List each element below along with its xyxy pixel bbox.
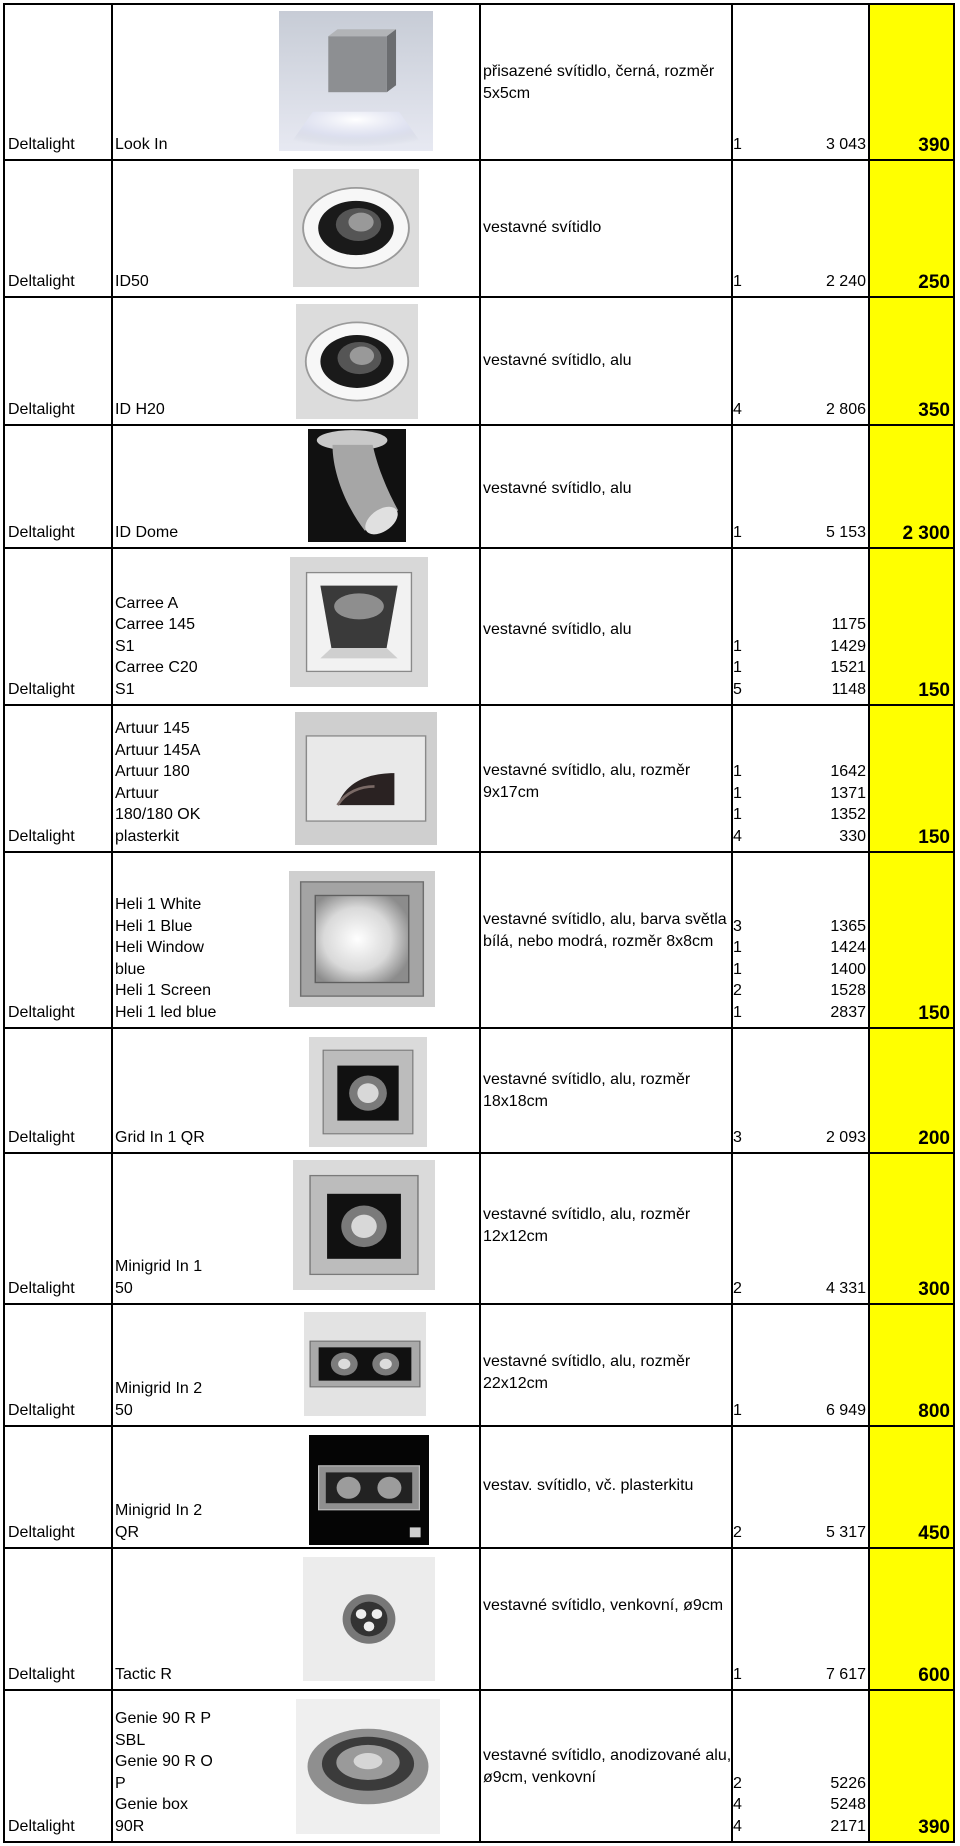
model-line: Genie 90 R O [115,1753,213,1770]
price-value: 5 317 [825,1523,866,1541]
description-cell: vestavné svítidlo, alu, rozměr 9x17cm [483,762,691,801]
model-line: Minigrid In 2 [115,1502,203,1519]
price-value: 5 153 [825,523,866,541]
model-cell [115,718,235,847]
price-cell [776,271,866,293]
quantity-value: 1 [733,272,742,290]
table-row [3,1547,954,1689]
model-line: blue [115,960,146,978]
outdoor-led-round-icon [303,1557,435,1681]
price-value: 2 093 [825,1128,866,1146]
brand-cell: Deltalight [8,135,75,153]
quantity-cell [733,399,763,421]
quantity-value: 3 [733,917,742,935]
sale-price-cell: 300 [918,1278,950,1300]
table-row [3,1689,954,1841]
quantity-value: 2 [733,1523,742,1541]
model-cell [115,1708,235,1837]
description-cell: vestavné svítidlo, alu, rozměr 12x12cm [483,1206,691,1245]
quantity-value: 4 [733,827,742,845]
price-cell [776,718,866,847]
model-line: Artuur 180 [115,763,190,780]
price-value: 1400 [830,960,866,978]
quantity-value [733,740,763,762]
price-value: 4 331 [825,1279,866,1297]
model-line: 50 [115,1279,133,1297]
quantity-value: 1 [733,1401,742,1419]
price-value [776,593,866,615]
brand-cell: Deltalight [8,1279,75,1297]
price-value: 1528 [830,982,866,999]
price-value: 2837 [830,1003,866,1021]
quantity-value: 1 [733,1003,742,1021]
recessed-grid-double-dark-icon [309,1435,429,1545]
table-row [3,3,954,159]
price-value: 1424 [830,939,866,956]
model-line: 180/180 OK [115,806,201,823]
model-cell [115,1378,235,1421]
brand-cell: Deltalight [8,1665,75,1683]
quantity-cell [733,1522,763,1544]
model-line: Heli Window [115,939,204,956]
model-line: QR [115,1523,139,1541]
price-value: 3 043 [825,135,866,153]
model-line: Artuur [115,784,159,802]
model-line: Grid In 1 QR [115,1128,205,1146]
price-cell [776,522,866,544]
price-value: 1148 [831,680,866,698]
model-cell [115,399,235,421]
quantity-value: 1 [733,1665,742,1683]
table-row [3,159,954,296]
model-line: ID H20 [115,400,165,418]
price-value: 7 617 [825,1665,866,1683]
quantity-value: 1 [733,135,742,153]
price-value: 6 949 [825,1401,866,1419]
sale-price-cell: 600 [918,1664,950,1686]
dome-spot-icon [308,429,406,542]
sale-price-cell: 150 [918,679,950,701]
recessed-ring-spot-icon [296,1699,440,1834]
model-cell [115,1664,235,1686]
quantity-value [733,614,763,636]
quantity-value: 4 [733,1817,742,1835]
quantity-value [733,1730,763,1752]
quantity-cell [733,1708,763,1837]
model-line: Heli 1 Blue [115,917,193,935]
recessed-square-icon [290,557,428,687]
quantity-value: 2 [733,1279,742,1297]
table-row [3,704,954,851]
quantity-cell [733,1664,763,1686]
price-value [776,1751,866,1773]
price-value: 1371 [830,784,866,802]
recessed-wall-slot-icon [295,712,437,845]
price-cell [776,593,866,701]
quantity-value [733,1708,763,1730]
sale-price-cell: 450 [918,1522,950,1544]
quantity-value: 3 [733,1128,742,1146]
brand-cell: Deltalight [8,400,75,418]
model-cell [115,1127,235,1149]
grid-line [3,1841,954,1843]
model-line: 50 [115,1401,133,1419]
model-line: S1 [115,637,135,655]
description-cell: vestavné svítidlo, alu [483,621,632,638]
description-cell: vestavné svítidlo, alu, rozměr 22x12cm [483,1353,691,1392]
brand-cell: Deltalight [8,1003,75,1021]
model-line: P [115,1774,126,1792]
brand-cell: Deltalight [8,272,75,290]
quantity-value [733,894,763,916]
model-line: SBL [115,1731,146,1749]
brand-cell: Deltalight [8,1817,75,1835]
model-line: Heli 1 White [115,896,202,913]
quantity-cell [733,718,763,847]
quantity-value: 4 [733,400,742,418]
sale-price-cell: 200 [918,1127,950,1149]
recessed-grid-single-icon [293,1160,435,1290]
table-row [3,424,954,547]
description-cell: vestavné svítidlo [483,219,602,236]
price-value [776,740,866,762]
quantity-cell [733,1278,763,1300]
quantity-cell [733,522,763,544]
price-value: 5248 [830,1796,866,1813]
quantity-cell [733,593,763,701]
sale-price-cell: 150 [918,1002,950,1024]
price-value [776,718,866,740]
model-cell [115,1256,235,1299]
recessed-round-spot-icon [296,304,418,419]
price-cell [776,1400,866,1422]
table-row [3,1303,954,1425]
quantity-cell [733,134,763,156]
model-line: ID Dome [115,523,179,541]
price-value: 2171 [830,1817,866,1835]
model-line: Minigrid In 1 [115,1258,203,1275]
sale-price-cell: 150 [918,826,950,848]
quantity-value: 5 [733,680,742,698]
price-cell [776,1708,866,1837]
quantity-value: 1 [733,784,742,802]
brand-cell: Deltalight [8,827,75,845]
price-value: 330 [839,827,866,845]
recessed-glow-panel-icon [289,871,435,1007]
recessed-grid-double-icon [304,1312,426,1416]
price-cell [776,1522,866,1544]
model-line: Heli 1 led blue [115,1003,217,1021]
price-value: 1429 [830,637,866,655]
model-line: 90R [115,1817,145,1835]
brand-cell: Deltalight [8,680,75,698]
model-line: Genie 90 R P [115,1710,212,1727]
model-line: ID50 [115,272,149,290]
model-line: Look In [115,135,168,153]
table-row [3,1152,954,1303]
price-cell [776,1278,866,1300]
quantity-cell [733,271,763,293]
model-cell [115,522,235,544]
description-cell: vestavné svítidlo, alu [483,480,632,497]
table-row [3,851,954,1027]
price-value [776,894,866,916]
sale-price-cell: 390 [918,1816,950,1838]
brand-cell: Deltalight [8,1523,75,1541]
table-row [3,1027,954,1152]
table-row [3,296,954,424]
model-line: Artuur 145 [115,720,190,737]
model-line: Minigrid In 2 [115,1380,203,1397]
price-value: 1175 [831,616,866,633]
description-cell: vestavné svítidlo, alu, rozměr 18x18cm [483,1071,691,1110]
description-cell: vestavné svítidlo, anodizované alu, ø9cm, venkovní [483,1747,732,1786]
model-line: Carree C20 [115,659,198,676]
model-line: Heli 1 Screen [115,982,212,999]
description-cell: vestavné svítidlo, alu [483,352,632,369]
quantity-value [733,1751,763,1773]
price-value: 1642 [830,763,866,780]
description-cell: přisazené svítidlo, černá, rozměr 5x5cm [483,63,715,102]
price-value: 2 806 [825,400,866,418]
quantity-value: 1 [733,637,742,655]
model-cell [115,271,235,293]
quantity-value [733,718,763,740]
model-cell [115,1500,235,1543]
price-cell [776,894,866,1023]
model-line: plasterkit [115,827,180,845]
price-cell [776,1664,866,1686]
price-value: 1365 [830,917,866,935]
model-cell [115,894,235,1023]
quantity-value: 1 [733,806,742,823]
quantity-value [733,593,763,615]
price-cell [776,399,866,421]
model-line: Carree 145 [115,616,196,633]
price-cell [776,1127,866,1149]
sale-price-cell: 390 [918,134,950,156]
table-row [3,547,954,704]
sale-price-cell: 350 [918,399,950,421]
sale-price-cell: 250 [918,271,950,293]
price-value: 5226 [830,1774,866,1792]
quantity-cell [733,894,763,1023]
quantity-value: 2 [733,1774,742,1792]
model-line: S1 [115,680,135,698]
table-row [3,1425,954,1547]
quantity-cell [733,1400,763,1422]
wall-light-square-icon [279,11,433,151]
quantity-value: 1 [733,939,742,956]
sale-price-cell: 2 300 [902,522,950,544]
brand-cell: Deltalight [8,1401,75,1419]
price-cell [776,134,866,156]
price-value: 2 240 [825,272,866,290]
model-line: Carree A [115,594,179,612]
price-value [776,1730,866,1752]
quantity-value: 2 [733,982,742,999]
quantity-value: 1 [733,763,742,780]
brand-cell: Deltalight [8,1128,75,1146]
model-line: Tactic R [115,1665,172,1683]
price-value: 1521 [830,659,866,676]
price-value [776,1708,866,1730]
quantity-cell [733,1127,763,1149]
description-cell: vestav. svítidlo, vč. plasterkitu [483,1477,694,1494]
recessed-grid-single-icon [309,1037,427,1147]
quantity-value: 1 [733,523,742,541]
recessed-round-spot-icon [293,169,419,287]
price-value: 1352 [830,806,866,823]
model-line: Artuur 145A [115,741,201,759]
model-line: Genie box [115,1796,188,1813]
quantity-value: 1 [733,659,742,676]
description-cell: vestavné svítidlo, alu, barva světla bílá, nebo modrá, rozměr 8x8cm [483,911,727,950]
brand-cell: Deltalight [8,523,75,541]
description-cell: vestavné svítidlo, venkovní, ø9cm [483,1597,724,1614]
model-cell [115,593,235,701]
sale-price-cell: 800 [918,1400,950,1422]
quantity-value: 4 [733,1796,742,1813]
price-list-table [3,3,954,1843]
quantity-value: 1 [733,960,742,978]
model-cell [115,134,235,156]
